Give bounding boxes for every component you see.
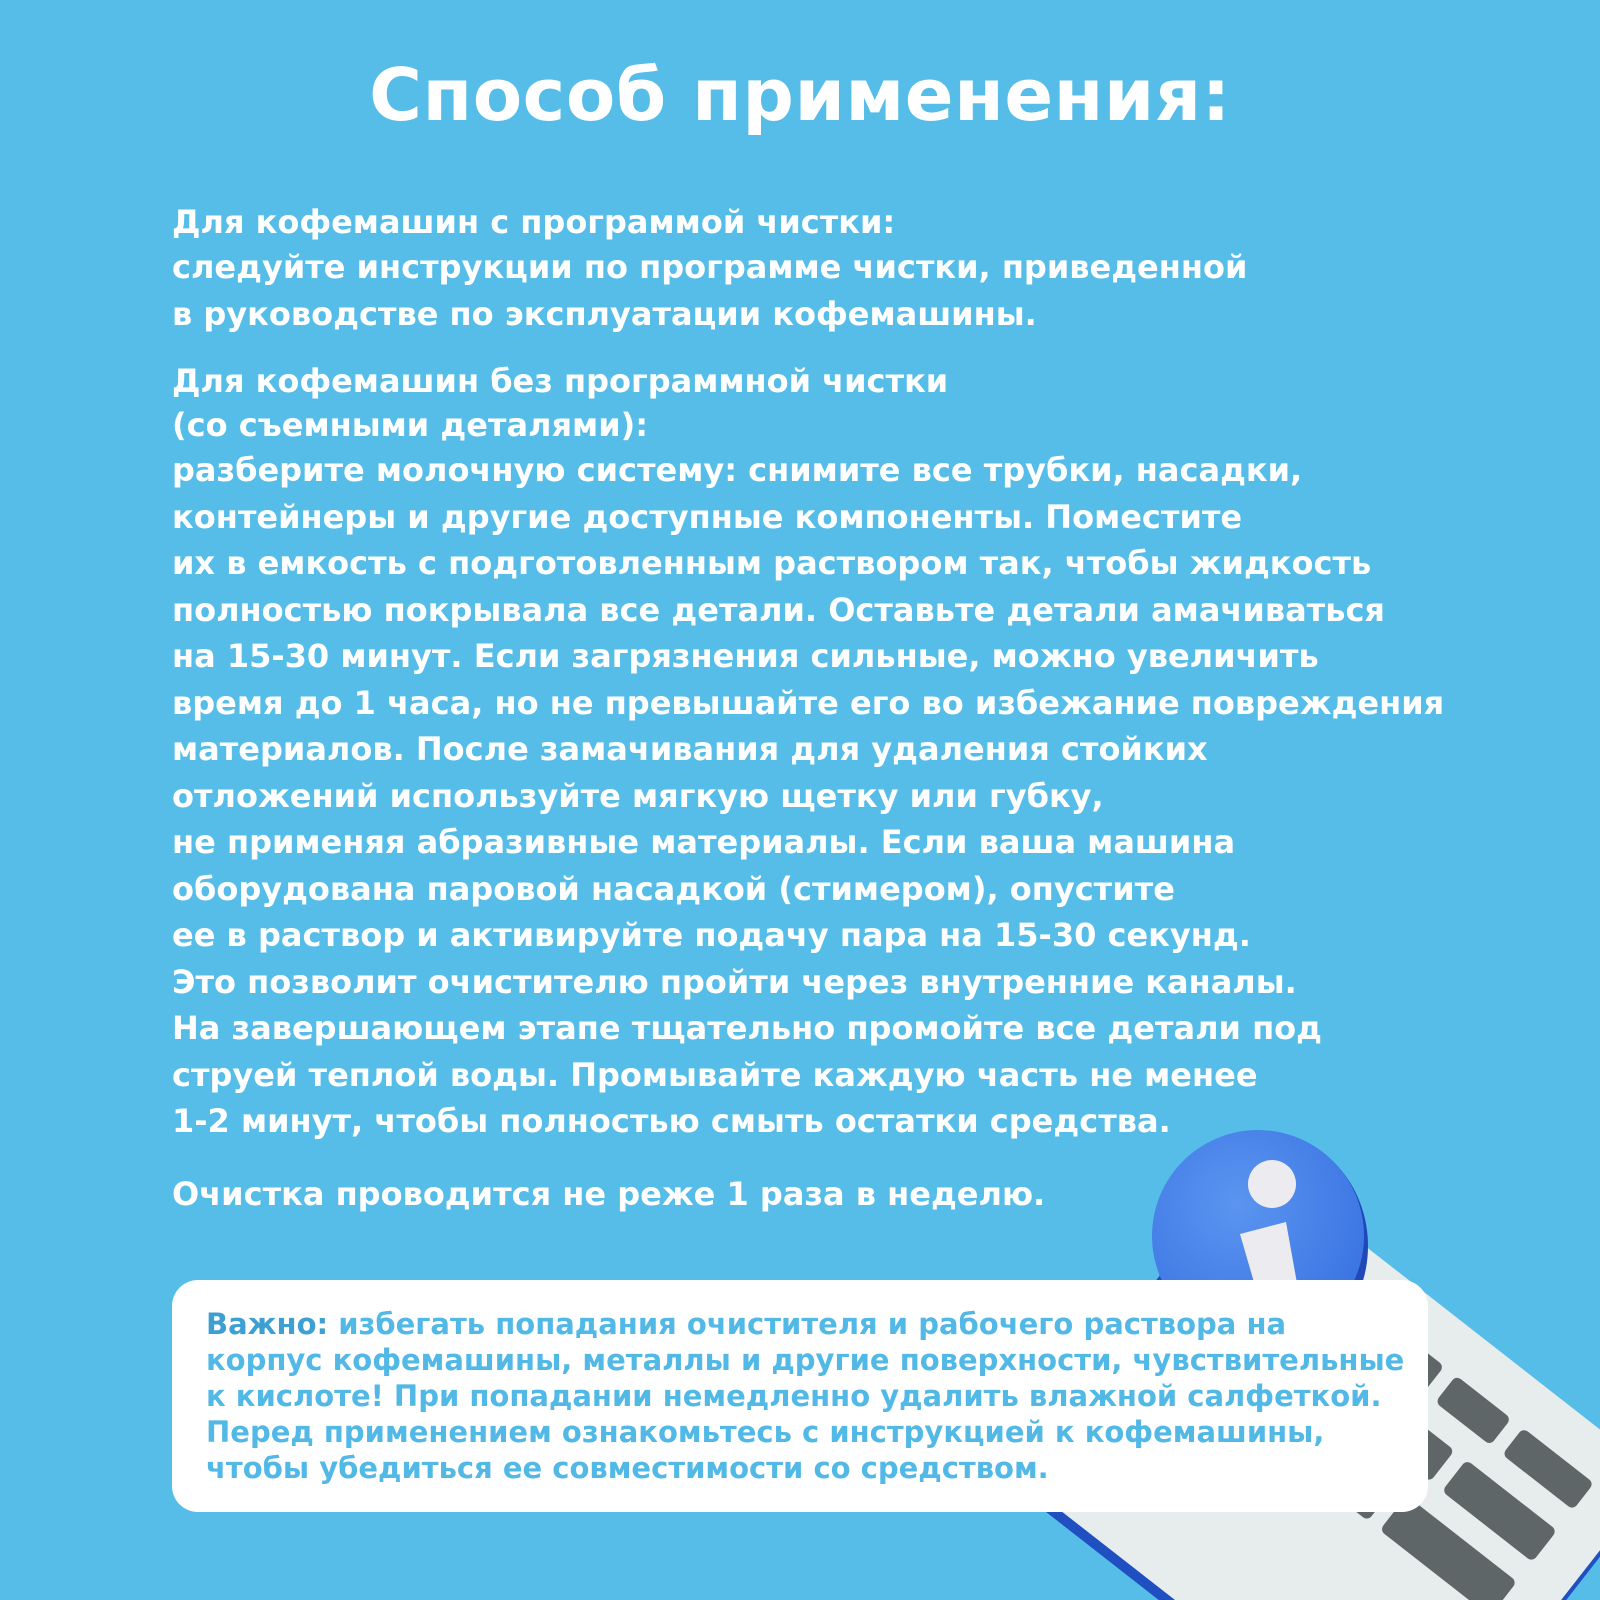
section2-heading-line: Для кофемашин без программной чистки	[172, 362, 949, 400]
section2-line: ее в раствор и активируйте подачу пара на 15-30 секунд.	[172, 916, 1251, 954]
section1-line: следуйте инструкции по программе чистки, приведенной	[172, 248, 1248, 286]
section1-heading: Для кофемашин с программой чистки:	[172, 203, 896, 241]
note-line	[206, 1306, 1406, 1342]
section2-line: разберите молочную систему: снимите все трубки, насадки,	[172, 451, 1303, 489]
section2-line: время до 1 часа, но не превышайте его во избежание повреждения	[172, 683, 1445, 722]
section1-line: в руководстве по эксплуатации кофемашины.	[172, 294, 1037, 333]
section2-line: оборудована паровой насадкой (стимером), опустите	[172, 869, 1175, 908]
section2-line: 1-2 минут, чтобы полностью смыть остатки средства.	[172, 1102, 1171, 1140]
section2-line: Это позволит очистителю пройти через внутренние каналы.	[172, 962, 1297, 1001]
important-note-text	[206, 1306, 1406, 1486]
important-note	[172, 1280, 1428, 1512]
note-line: корпус кофемашины, металлы и другие поверхности, чувствительные	[206, 1343, 1405, 1377]
section2-line: струей теплой воды. Промывайте каждую часть не менее	[172, 1055, 1258, 1094]
section2-line: На завершающем этапе тщательно промойте все детали под	[172, 1009, 1322, 1047]
note-line: к кислоте! При попадании немедленно удалить влажной салфеткой.	[206, 1379, 1382, 1413]
section2-line: полностью покрывала все детали. Оставьте детали амачиваться	[172, 590, 1385, 629]
section2-line: не применяя абразивные материалы. Если ваша машина	[172, 823, 1236, 861]
section2-line: отложений используйте мягкую щетку или губку,	[172, 776, 1104, 815]
cleaning-frequency: Очистка проводится не реже 1 раза в неделю.	[172, 1174, 1046, 1213]
note-label: Важно:	[206, 1307, 329, 1341]
note-line-rest: избегать попадания очистителя и рабочего раствора на	[328, 1307, 1287, 1341]
note-line: Перед применением ознакомьтесь с инструкцией к кофемашины,	[206, 1415, 1325, 1449]
section2-line: контейнеры и другие доступные компоненты. Поместите	[172, 497, 1243, 536]
note-line: чтобы убедиться ее совместимости со средством.	[206, 1451, 1049, 1485]
section2-line: их в емкость с подготовленным раствором так, чтобы жидкость	[172, 544, 1372, 582]
section2-line: на 15-30 минут. Если загрязнения сильные, можно увеличить	[172, 637, 1319, 675]
section2-line: материалов. После замачивания для удаления стойких	[172, 730, 1208, 768]
page-title: Способ применения:	[369, 53, 1231, 137]
section2-heading-line: (со съемными деталями):	[172, 406, 649, 444]
